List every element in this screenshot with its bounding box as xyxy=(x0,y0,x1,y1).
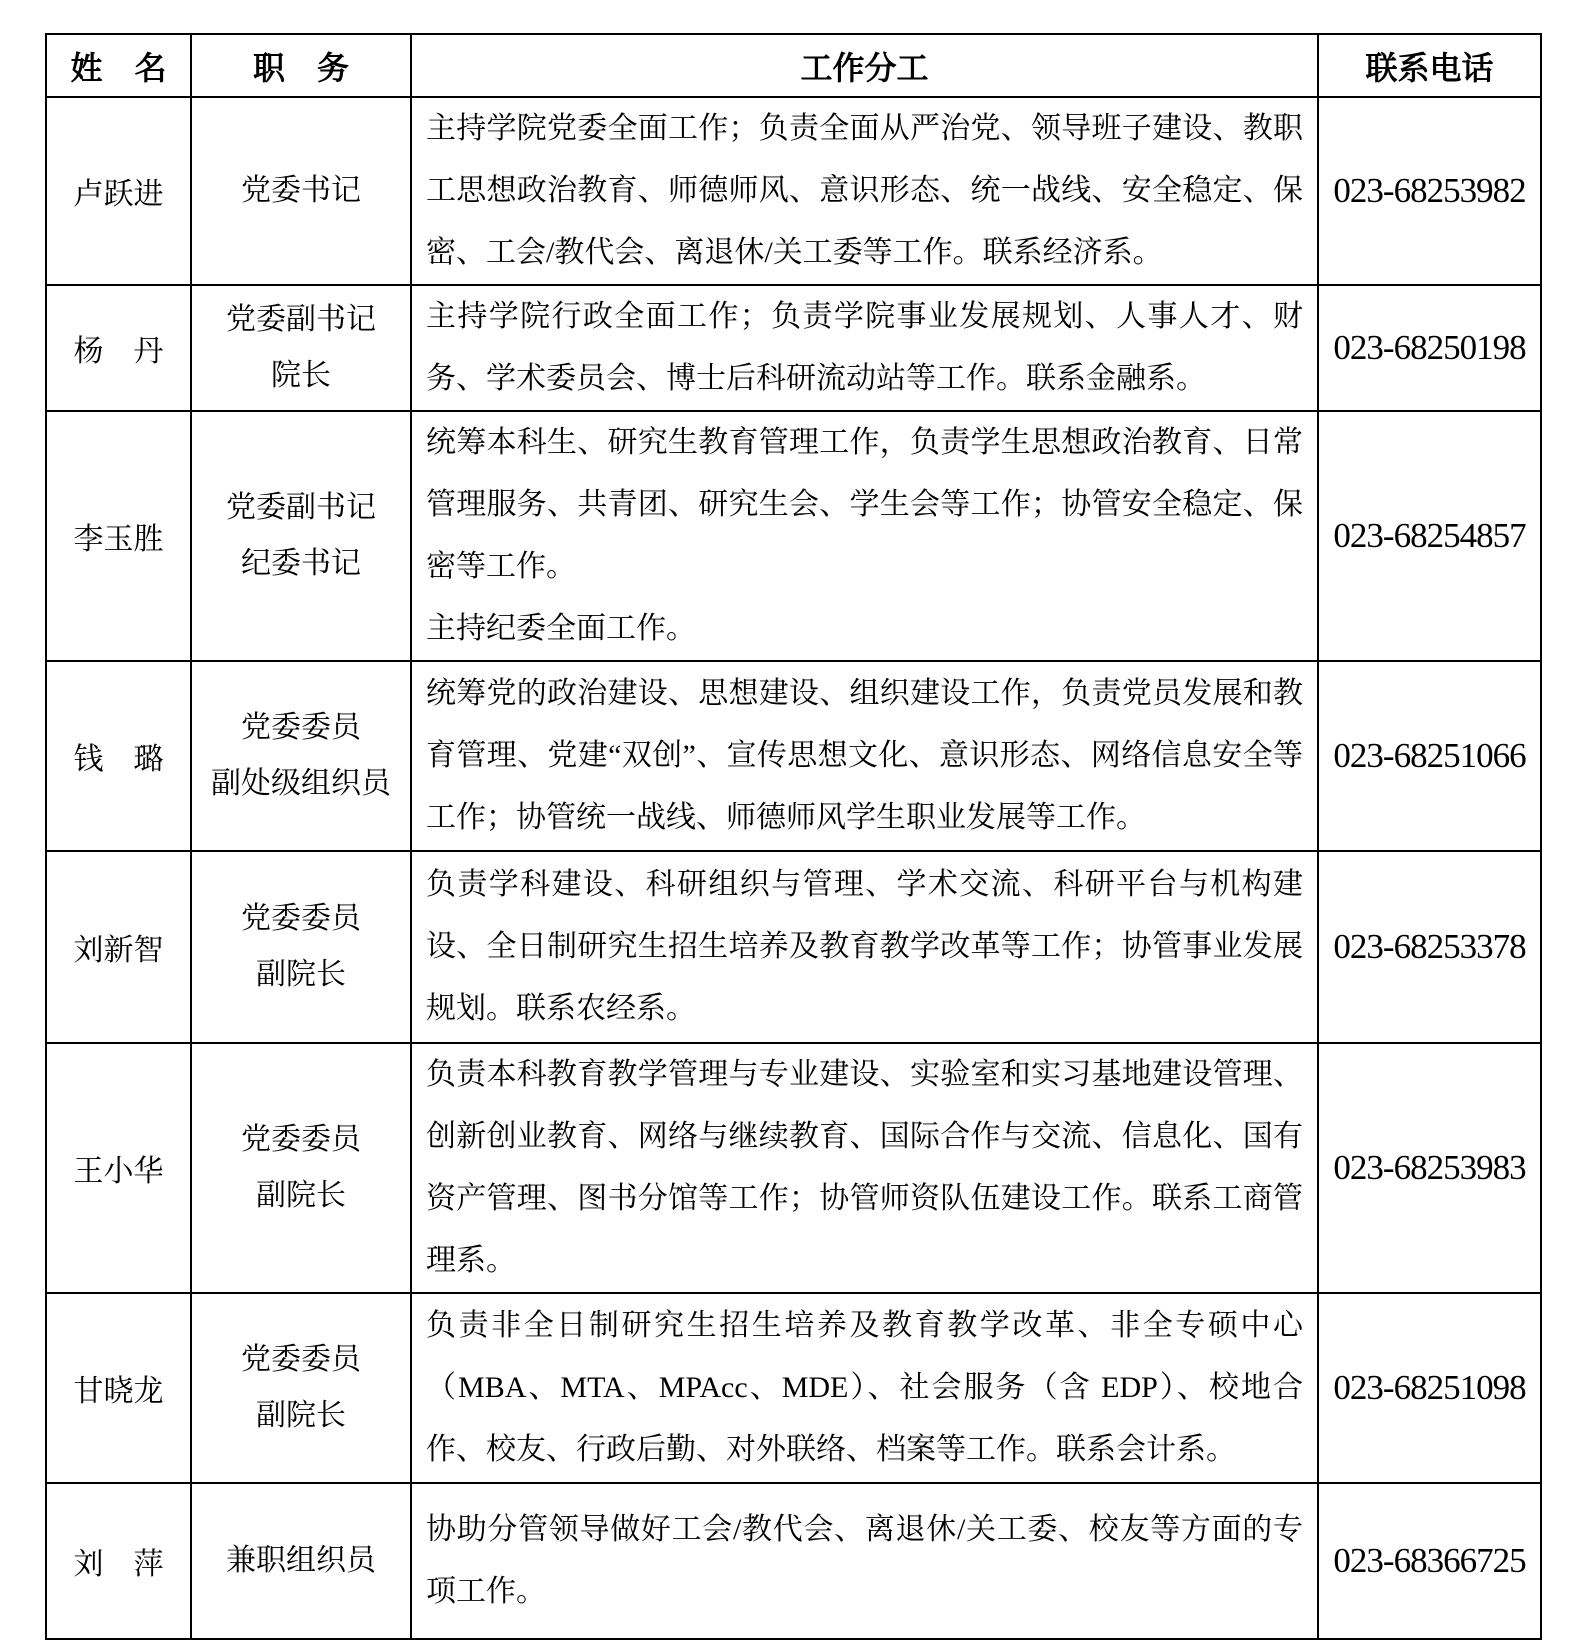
duties-cell xyxy=(411,285,1318,411)
table-row xyxy=(46,661,1541,851)
duties-cell xyxy=(411,661,1318,851)
duty-paragraph: 统筹本科生、研究生教育管理工作，负责学生思想政治教育、日常管理服务、共青团、研究生会、学生会等工作；协管安全稳定、保密等工作。 xyxy=(426,426,1303,583)
duty-paragraph: 主持学院党委全面工作；负责全面从严治党、领导班子建设、教职工思想政治教育、师德师风、意识形态、统一战线、安全稳定、保密、工会/教代会、离退休/关工委等工作。联系经济系。 xyxy=(426,112,1303,269)
leadership-contact-table xyxy=(45,33,1542,1640)
header-name: 姓 名 xyxy=(46,34,191,97)
header-duties: 工作分工 xyxy=(411,34,1318,97)
position-line: 党委委员 xyxy=(241,1123,361,1156)
table-row xyxy=(46,411,1541,661)
phone-cell: 023-68253982 xyxy=(1318,97,1541,285)
position-cell xyxy=(191,851,411,1043)
phone-cell: 023-68254857 xyxy=(1318,411,1541,661)
position-cell xyxy=(191,1043,411,1293)
position-line: 兼职组织员 xyxy=(226,1544,376,1577)
phone-cell: 023-68251098 xyxy=(1318,1293,1541,1483)
position-line: 党委书记 xyxy=(241,174,361,207)
duty-paragraph: 统筹党的政治建设、思想建设、组织建设工作，负责党员发展和教育管理、党建“双创”、宣传思想文化、意识形态、网络信息安全等工作；协管统一战线、师德师风学生职业发展等工作。 xyxy=(426,677,1303,834)
position-line: 党委委员 xyxy=(241,902,361,935)
header-row xyxy=(46,34,1541,97)
position-line: 纪委书记 xyxy=(241,547,361,580)
duties-cell xyxy=(411,411,1318,661)
position-cell xyxy=(191,1293,411,1483)
phone-cell: 023-68253983 xyxy=(1318,1043,1541,1293)
name-cell: 钱 璐 xyxy=(46,661,191,851)
header-phone: 联系电话 xyxy=(1318,34,1541,97)
duties-cell xyxy=(411,851,1318,1043)
name-cell: 甘晓龙 xyxy=(46,1293,191,1483)
duties-cell xyxy=(411,1483,1318,1639)
duty-paragraph: 负责学科建设、科研组织与管理、学术交流、科研平台与机构建设、全日制研究生招生培养及教育教学改革等工作；协管事业发展规划。联系农经系。 xyxy=(426,868,1303,1025)
duties-cell xyxy=(411,1043,1318,1293)
duty-paragraph: 主持纪委全面工作。 xyxy=(426,612,696,645)
position-line: 副院长 xyxy=(256,958,346,991)
name-cell: 卢跃进 xyxy=(46,97,191,285)
phone-cell: 023-68366725 xyxy=(1318,1483,1541,1639)
duty-paragraph: 负责非全日制研究生招生培养及教育教学改革、非全专硕中心（MBA、MTA、MPAcc、MDE）、社会服务（含 EDP）、校地合作、校友、行政后勤、对外联络、档案等工作。联系会计系。 xyxy=(426,1309,1303,1466)
position-line: 党委委员 xyxy=(241,1343,361,1376)
position-line: 副院长 xyxy=(256,1399,346,1432)
position-line: 副处级组织员 xyxy=(211,767,391,800)
name-cell: 刘新智 xyxy=(46,851,191,1043)
name-cell: 杨 丹 xyxy=(46,285,191,411)
position-cell xyxy=(191,411,411,661)
duty-paragraph: 协助分管领导做好工会/教代会、离退休/关工委、校友等方面的专项工作。 xyxy=(426,1513,1303,1608)
header-position: 职 务 xyxy=(191,34,411,97)
position-line: 院长 xyxy=(271,359,331,392)
phone-cell: 023-68250198 xyxy=(1318,285,1541,411)
duties-cell xyxy=(411,1293,1318,1483)
position-line: 副院长 xyxy=(256,1179,346,1212)
position-line: 党委副书记 xyxy=(226,491,376,524)
name-cell: 刘 萍 xyxy=(46,1483,191,1639)
name-cell: 李玉胜 xyxy=(46,411,191,661)
duties-cell xyxy=(411,97,1318,285)
position-cell xyxy=(191,661,411,851)
table-row xyxy=(46,1043,1541,1293)
name-cell: 王小华 xyxy=(46,1043,191,1293)
table-row xyxy=(46,97,1541,285)
position-line: 党委副书记 xyxy=(226,303,376,336)
table-row xyxy=(46,851,1541,1043)
table-row xyxy=(46,1293,1541,1483)
position-line: 党委委员 xyxy=(241,711,361,744)
position-cell xyxy=(191,285,411,411)
position-cell xyxy=(191,1483,411,1639)
table-row xyxy=(46,1483,1541,1639)
position-cell xyxy=(191,97,411,285)
phone-cell: 023-68251066 xyxy=(1318,661,1541,851)
duty-paragraph: 负责本科教育教学管理与专业建设、实验室和实习基地建设管理、创新创业教育、网络与继续教育、国际合作与交流、信息化、国有资产管理、图书分馆等工作；协管师资队伍建设工作。联系工商管理系。 xyxy=(426,1058,1303,1277)
duty-paragraph: 主持学院行政全面工作；负责学院事业发展规划、人事人才、财务、学术委员会、博士后科研流动站等工作。联系金融系。 xyxy=(426,300,1303,395)
table-row xyxy=(46,285,1541,411)
phone-cell: 023-68253378 xyxy=(1318,851,1541,1043)
